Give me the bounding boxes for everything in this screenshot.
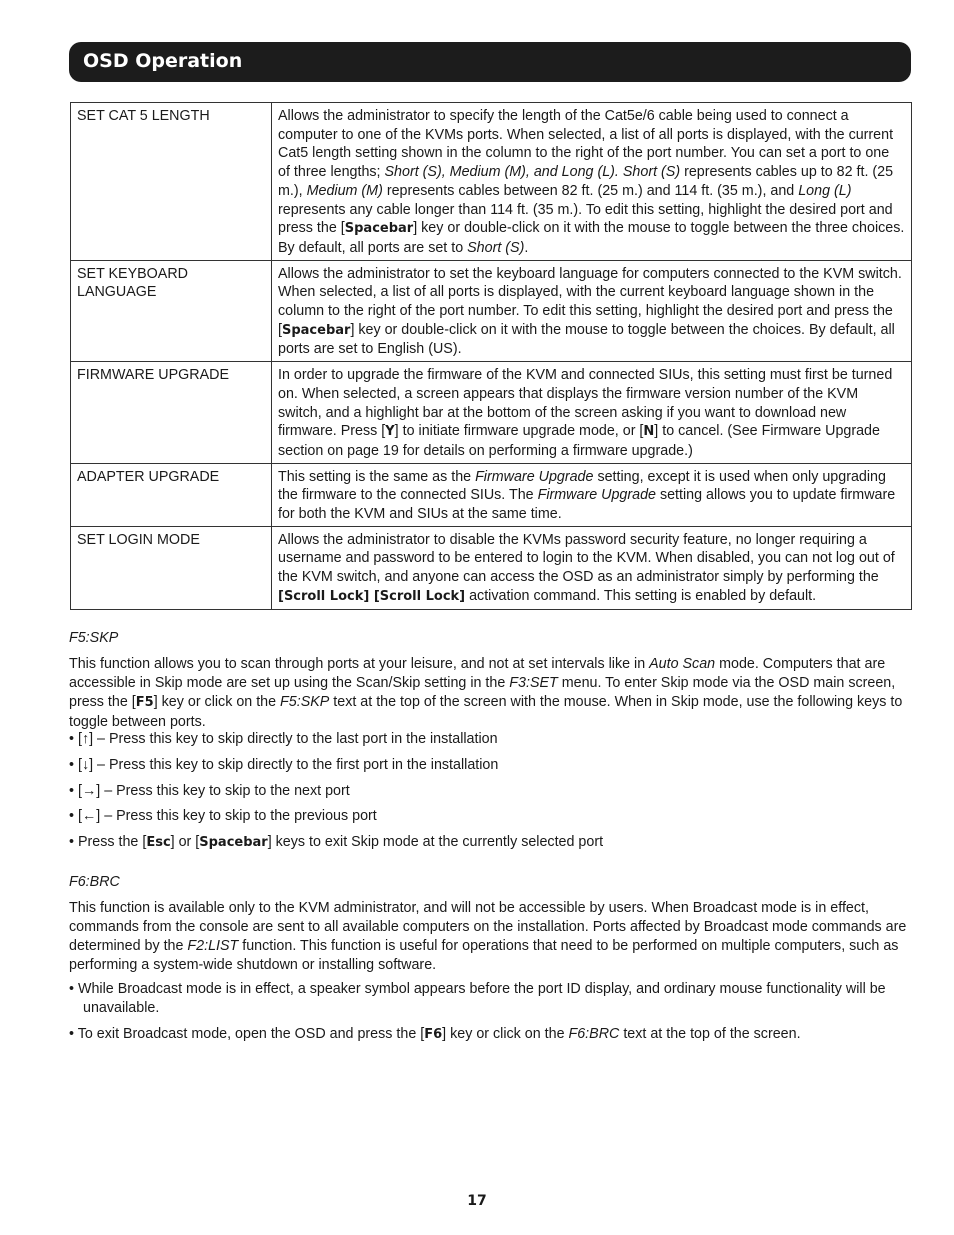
- f5-skp-paragraph: [69, 655, 914, 732]
- key-name: F6: [424, 1027, 443, 1042]
- text-run: mode. Computers that are accessible in Skip mode are set up using the Scan/Skip setting in the: [69, 656, 886, 691]
- text-run: text at the top of the screen.: [619, 1026, 801, 1042]
- text-run: represents cables up to 82 ft. (25 m.),: [278, 164, 894, 199]
- page-number: 17: [467, 1193, 487, 1209]
- section-header-bar: [69, 42, 911, 82]
- setting-name: FIRMWARE UPGRADE: [71, 362, 272, 464]
- text-run: ] keys to exit Skip mode at the currently selected port: [267, 834, 604, 850]
- text-run: represents any cable longer than 114 ft. (35 m.). To edit this setting, highlight the desired port and press the [: [278, 201, 893, 237]
- text-run: .: [524, 239, 529, 256]
- f6-brc-heading: F6:BRC: [69, 874, 120, 890]
- text-run: Allows the administrator to set the keyboard language for computers connected to the KVM switch. When selected, a list of all ports is displayed, with the current keyboard language shown in the column to the right of the port number. To edit this setting, highlight the desired port and press the [: [278, 265, 902, 338]
- text-run: This function allows you to scan through ports at your leisure, and not at set intervals like in: [69, 656, 650, 672]
- text-run: Allows the administrator to specify the length of the Cat5e/6 cable being used to connect a computer to one of the KVMs ports. When selected, a list of all ports is displayed, with the current Cat5 length setting shown in the column to the right of the port number. You can set a port to one of three lengths;: [278, 108, 894, 181]
- setting-name: ADAPTER UPGRADE: [71, 463, 272, 526]
- italic-run: Medium (M): [306, 182, 383, 199]
- table-row: [71, 260, 912, 362]
- italic-run: F3:SET: [509, 674, 558, 691]
- list-item: • While Broadcast mode is in effect, a speaker symbol appears before the port ID display, and ordinary mouse functionality will be unavailable.: [69, 981, 886, 1016]
- list-item: • [←] – Press this key to skip to the previous port: [69, 808, 377, 824]
- key-name: Spacebar: [344, 221, 414, 237]
- text-run: Allows the administrator to disable the KVMs password security feature, no longer requiring a username and password to be entered to login to the KVM. When disabled, you can not log out of the KVM switch, and anyone can access the OSD as an administrator simply by performing the: [278, 531, 895, 586]
- italic-run: F6:BRC: [568, 1026, 620, 1042]
- list-item: • [→] – Press this key to skip to the next port: [69, 783, 350, 799]
- text-run: In order to upgrade the firmware of the KVM and connected SIUs, this setting must first be turned on. When selected, a screen appears that displays the firmware version number of the KVM switch, and a highlight bar at the bottom of the screen asking if you want to download new firmware. Press [: [278, 367, 893, 440]
- key-name: Y: [385, 424, 395, 440]
- text-run: activation command. This setting is enabled by default.: [465, 587, 817, 604]
- table-row: [71, 362, 912, 464]
- text-run: ] to cancel. (See Firmware Upgrade section on page 19 for details on performing a firmware upgrade.): [278, 423, 880, 459]
- italic-run: F5:SKP: [280, 693, 330, 710]
- setting-description: [272, 260, 912, 362]
- list-item: • [↓] – Press this key to skip directly to the first port in the installation: [69, 757, 499, 773]
- text-run: This function is available only to the KVM administrator, and will not be accessible by users. When Broadcast mode is in effect, commands from the console are sent to all available computers on the installation. Ports affected by Broadcast mode commands are determined by the: [69, 900, 907, 954]
- section-title: OSD Operation: [83, 50, 243, 72]
- setting-description: [272, 526, 912, 609]
- text-run: represents cables between 82 ft. (25 m.) and 114 ft. (35 m.), and: [382, 182, 799, 199]
- key-name: Spacebar: [199, 835, 268, 850]
- text-run: ] key or click on the: [442, 1026, 569, 1042]
- setting-name: SET KEYBOARD LANGUAGE: [71, 260, 272, 362]
- italic-run: Short (S): [467, 239, 525, 256]
- italic-run: Long (L): [798, 182, 852, 199]
- text-run: • To exit Broadcast mode, open the OSD and press the [: [69, 1026, 425, 1042]
- list-item: [69, 833, 928, 853]
- key-name: [Scroll Lock] [Scroll Lock]: [278, 588, 466, 604]
- key-name: N: [643, 424, 655, 440]
- key-name: Esc: [146, 835, 171, 850]
- table-row: [71, 103, 912, 261]
- text-run: setting, except it is used when only upgrading the firmware to the connected SIUs. The: [278, 468, 886, 504]
- text-run: ] key or click on the: [153, 693, 281, 710]
- setting-description: [272, 362, 912, 464]
- list-item: • [↑] – Press this key to skip directly to the last port in the installation: [69, 731, 498, 747]
- f6-brc-paragraph: [69, 899, 914, 975]
- text-run: ] to initiate firmware upgrade mode, or [: [394, 423, 644, 440]
- text-run: • Press the [: [69, 834, 147, 850]
- list-item: [69, 1025, 928, 1045]
- f5-skp-heading: F5:SKP: [69, 630, 119, 646]
- italic-run: Firmware Upgrade: [475, 468, 594, 485]
- setting-description: [272, 103, 912, 261]
- text-run: text at the top of the screen with the mouse. When in Skip mode, use the following keys to toggle between ports.: [69, 693, 903, 730]
- key-name: Spacebar: [281, 322, 351, 338]
- text-run: menu. To enter Skip mode via the OSD main screen, press the [: [69, 674, 896, 710]
- setting-name: SET LOGIN MODE: [71, 526, 272, 609]
- italic-run: Firmware Upgrade: [537, 487, 656, 504]
- text-run: ] key or double-click on it with the mouse to toggle between the three choices. By default, all ports are set to: [278, 220, 905, 256]
- table-row: [71, 463, 912, 526]
- italic-run: F2:LIST: [187, 937, 239, 954]
- table-row: [71, 526, 912, 609]
- text-run: ] key or double-click on it with the mouse to toggle between the choices. By default, all ports are set to English (US).: [278, 321, 895, 358]
- text-run: function. This function is useful for operations that need to be performed on multiple computers, such as performing a system-wide shutdown or installing software.: [69, 937, 899, 973]
- settings-table: [70, 102, 912, 610]
- key-name: F5: [135, 694, 154, 710]
- text-run: ] or [: [170, 834, 200, 850]
- text-run: This setting is the same as the: [278, 468, 476, 485]
- setting-description: [272, 463, 912, 526]
- italic-run: Auto Scan: [649, 656, 716, 672]
- italic-run: Short (S), Medium (M), and Long (L). Short (S): [384, 164, 681, 181]
- setting-name: SET CAT 5 LENGTH: [71, 103, 272, 261]
- text-run: setting allows you to update firmware for both the KVM and SIUs at the same time.: [278, 487, 896, 523]
